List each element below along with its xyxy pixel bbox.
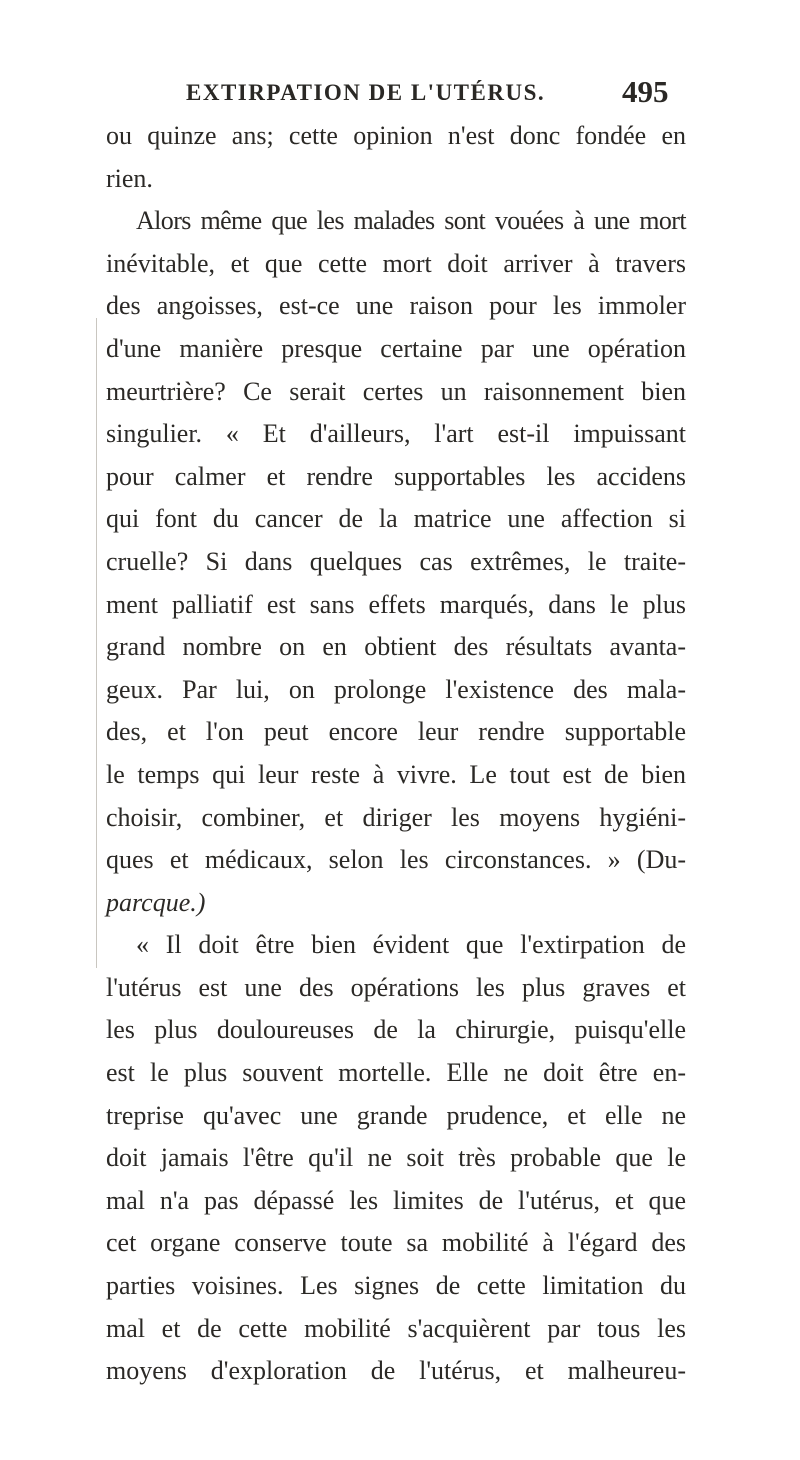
running-title: EXTIRPATION DE L'UTÉRUS. bbox=[186, 80, 546, 105]
text-line: des angoisses, est-ce une raison pour les immoler bbox=[106, 291, 686, 321]
text-line: geux. Par lui, on prolonge l'existence des mala- bbox=[106, 674, 686, 704]
text-line: inévitable, et que cette mort doit arriver à travers bbox=[106, 248, 686, 278]
text-line: rien. bbox=[106, 163, 153, 193]
text-line: treprise qu'avec une grande prudence, et elle ne bbox=[106, 1100, 686, 1130]
text-line: d'une manière presque certaine par une opération bbox=[106, 333, 686, 363]
body-text bbox=[106, 115, 686, 1393]
text-line: les plus douloureuses de la chirurgie, puisqu'elle bbox=[106, 1015, 686, 1045]
gutter-shadow bbox=[96, 318, 97, 968]
text-line: meurtrière? Ce serait certes un raisonnement bien bbox=[106, 376, 686, 406]
text-line: l'utérus est une des opérations les plus graves et bbox=[106, 972, 686, 1002]
paragraph-start-line: Alors même que les malades sont vouées à une mort bbox=[136, 206, 686, 236]
text-line: choisir, combiner, et diriger les moyens hygiéni- bbox=[106, 802, 686, 832]
text-line: ou quinze ans; cette opinion n'est donc fondée en bbox=[106, 121, 686, 150]
text-line: des, et l'on peut encore leur rendre supportable bbox=[106, 717, 686, 747]
text-line: ment palliatif est sans effets marqués, dans le plus bbox=[106, 589, 686, 619]
paragraph-start-line: « Il doit être bien évident que l'extirpation de bbox=[136, 930, 686, 960]
text-line: mal et de cette mobilité s'acquièrent par tous les bbox=[106, 1313, 686, 1343]
text-line: parcque.) bbox=[106, 887, 206, 917]
text-line: singulier. « Et d'ailleurs, l'art est-il impuissant bbox=[106, 419, 686, 449]
text-line: pour calmer et rendre supportables les accidens bbox=[106, 461, 686, 491]
text-line: qui font du cancer de la matrice une affection si bbox=[106, 504, 686, 534]
text-line: cet organe conserve toute sa mobilité à l'égard des bbox=[106, 1228, 686, 1258]
text-line: mal n'a pas dépassé les limites de l'utérus, et que bbox=[106, 1185, 686, 1215]
text-line: ques et médicaux, selon les circonstances. » (Du- bbox=[106, 845, 686, 875]
text-line: doit jamais l'être qu'il ne soit très probable que le bbox=[106, 1143, 686, 1173]
page-number: 495 bbox=[622, 74, 669, 109]
text-line: grand nombre on en obtient des résultats avanta- bbox=[106, 632, 686, 662]
text-line: cruelle? Si dans quelques cas extrêmes, le traite- bbox=[106, 546, 686, 576]
text-line: est le plus souvent mortelle. Elle ne doit être en- bbox=[106, 1058, 686, 1088]
text-line: le temps qui leur reste à vivre. Le tout est de bien bbox=[106, 759, 686, 789]
text-line: moyens d'exploration de l'utérus, et malheureu- bbox=[106, 1356, 686, 1386]
running-head bbox=[0, 74, 800, 114]
text-line: parties voisines. Les signes de cette limitation du bbox=[106, 1271, 686, 1301]
